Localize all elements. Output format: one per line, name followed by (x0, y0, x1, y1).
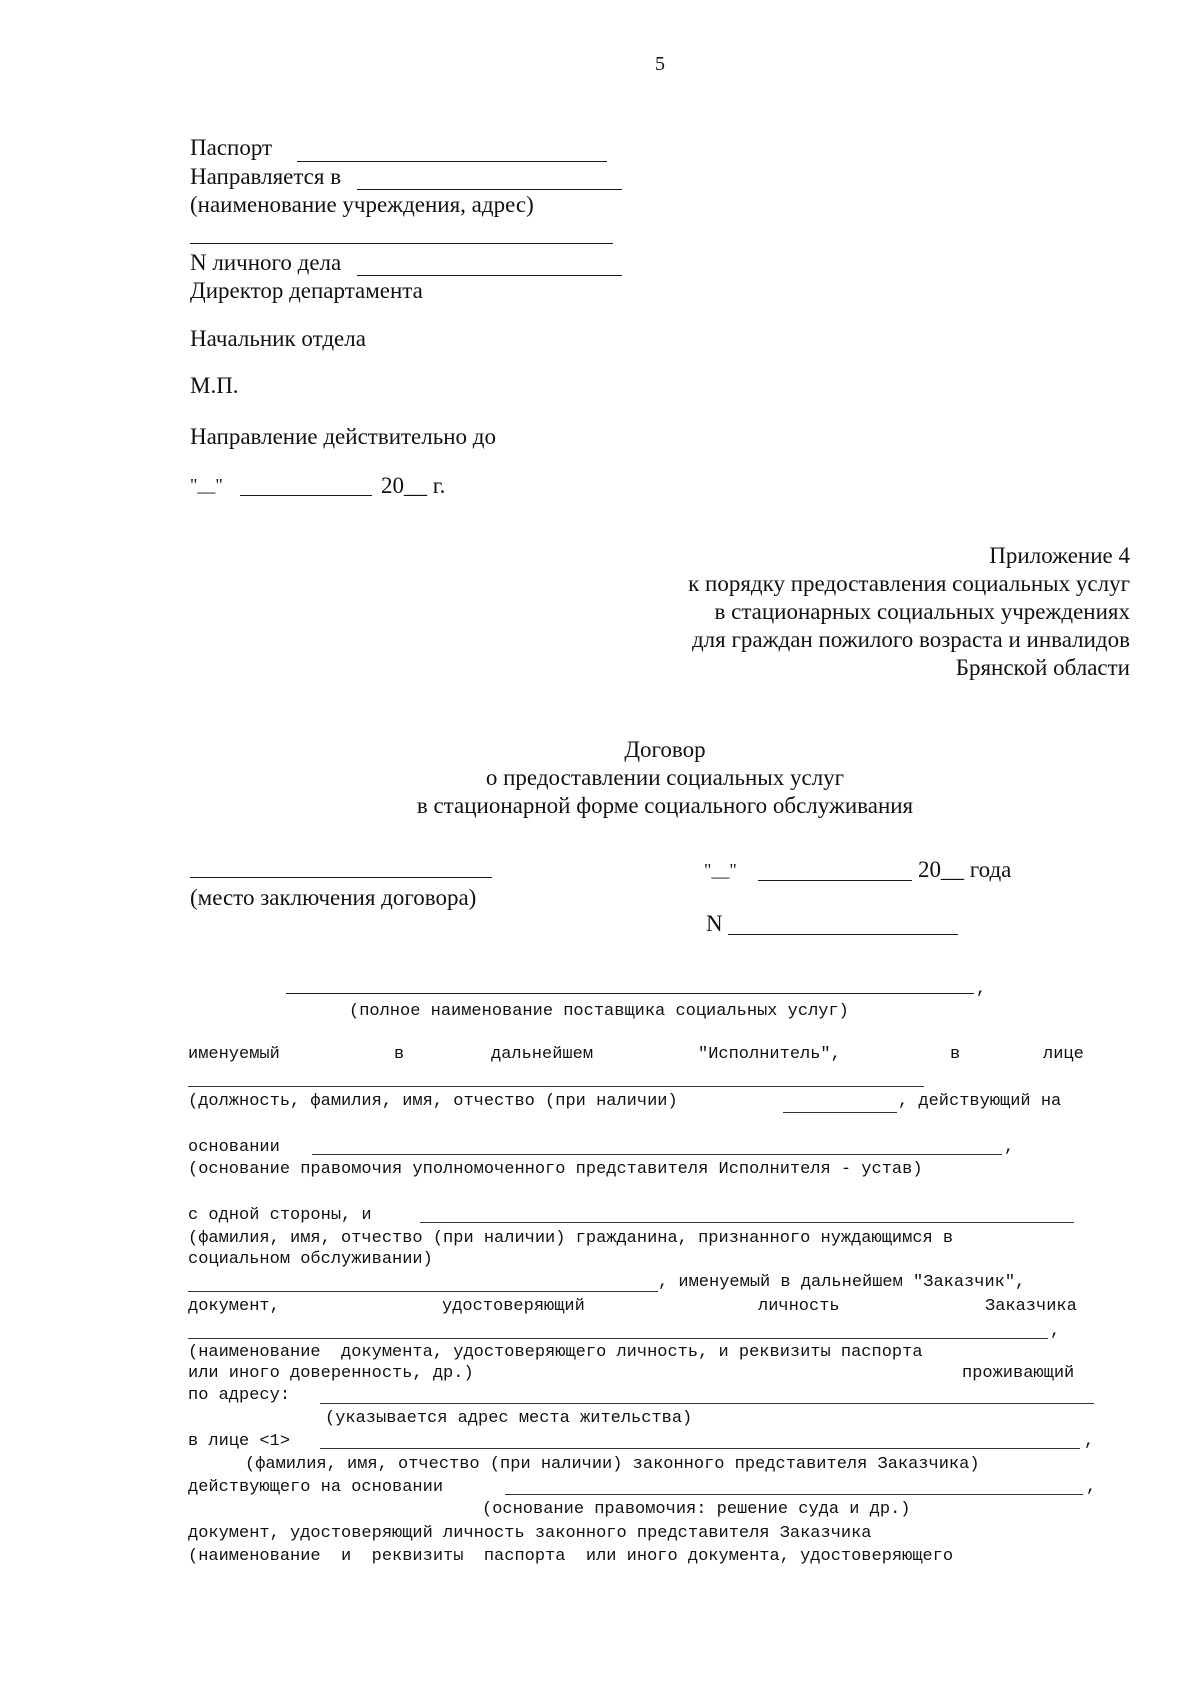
doc-hint-2: или иного доверенность, др.) (188, 1364, 474, 1383)
rep-doc-hint: (наименование и реквизиты паспорта или иного документа, удостоверяющего (188, 1547, 954, 1566)
citizen-hint-1: (фамилия, имя, отчество (при наличии) гражданина, признанного нуждающимся в (188, 1229, 954, 1248)
director-label: Директор департамента (190, 278, 423, 303)
provider-comma: , (976, 980, 987, 999)
legal-rep-comma: , (1084, 1432, 1095, 1451)
contract-place-field[interactable] (190, 877, 492, 878)
basis-hint: (основание правомочия уполномоченного представителя Исполнителя - устав) (188, 1160, 923, 1179)
case-number-field[interactable] (357, 275, 622, 276)
doc-word-1: документ, (188, 1297, 280, 1316)
named-word-2: в (394, 1045, 405, 1064)
named-word-4: "Исполнитель", (698, 1045, 841, 1064)
residing-label: проживающий (962, 1364, 1075, 1383)
customer-named-label: , именуемый в дальнейшем "Заказчик", (658, 1273, 1026, 1292)
appendix-line-1: к порядку предоставления социальных услуг (688, 571, 1130, 596)
contract-number-label: N (706, 911, 723, 936)
sent-to-field[interactable] (357, 189, 622, 190)
contract-title: Договор (624, 737, 706, 762)
appendix-line-3: для граждан пожилого возраста и инвалидов (691, 627, 1130, 652)
contract-subtitle-1: о предоставлении социальных услуг (485, 765, 845, 790)
head-label: Начальник отдела (190, 326, 366, 351)
contract-place-hint: (место заключения договора) (190, 885, 477, 910)
seal-label: М.П. (190, 373, 239, 398)
doc-word-2: удостоверяющий (442, 1297, 585, 1316)
citizen-name-cont-field[interactable] (188, 1291, 658, 1292)
legal-rep-hint: (фамилия, имя, отчество (при наличии) законного представителя Заказчика) (245, 1455, 980, 1474)
named-word-3: дальнейшем (491, 1045, 594, 1064)
citizen-name-field[interactable] (420, 1222, 1074, 1223)
doc-word-3: личность (758, 1297, 840, 1316)
address-field[interactable] (320, 1403, 1094, 1404)
named-word-5: в (950, 1045, 961, 1064)
contract-date-quotes: "__" (704, 860, 737, 880)
named-word-6: лице (1043, 1045, 1084, 1064)
appendix-title: Приложение 4 (989, 543, 1130, 568)
doc-hint-1: (наименование документа, удостоверяющего личность, и реквизиты паспорта (188, 1343, 923, 1362)
page-number: 5 (655, 53, 665, 75)
passport-field[interactable] (297, 161, 607, 162)
acting-basis-label: действующего на основании (188, 1478, 444, 1497)
doc-word-4: Заказчика (985, 1297, 1077, 1316)
contract-subtitle-2: в стационарной форме социального обслуживания (416, 793, 914, 818)
valid-date-quotes: "__" (190, 475, 223, 495)
valid-date-year: 20__ г. (381, 473, 446, 498)
authority-hint: (основание правомочия: решение суда и др.) (482, 1500, 911, 1519)
valid-date-month-field[interactable] (240, 495, 372, 496)
acting-basis-comma: , (1086, 1478, 1097, 1497)
acting-on-label: , действующий на (898, 1092, 1062, 1111)
named-word-1: именуемый (188, 1045, 280, 1064)
citizen-hint-2: социальном обслуживании) (188, 1250, 433, 1269)
provider-hint: (полное наименование поставщика социальных услуг) (349, 1002, 849, 1021)
contract-number-field[interactable] (728, 934, 958, 935)
basis-comma: , (1004, 1138, 1015, 1157)
contract-date-year: 20__ года (918, 857, 1012, 882)
appendix-line-2: в стационарных социальных учреждениях (714, 599, 1130, 624)
sent-to-label: Направляется в (190, 164, 342, 189)
position-hint: (должность, фамилия, имя, отчество (при наличии) (188, 1092, 678, 1111)
basis-label: основании (188, 1138, 280, 1157)
representative-position-field[interactable] (188, 1086, 924, 1087)
customer-doc-comma: , (1050, 1322, 1061, 1341)
customer-document-field[interactable] (188, 1338, 1048, 1339)
valid-until-label: Направление действительно до (190, 424, 496, 449)
appendix-line-4: Брянской области (955, 655, 1130, 680)
institution-hint: (наименование учреждения, адрес) (190, 192, 534, 217)
in-person-label: в лице <1> (188, 1432, 291, 1451)
acting-basis-field[interactable] (505, 1494, 1083, 1495)
institution-address-field[interactable] (190, 243, 613, 244)
position-extra-field[interactable] (783, 1112, 897, 1113)
passport-label: Паспорт (190, 135, 273, 160)
address-label: по адресу: (188, 1386, 291, 1405)
provider-name-field[interactable] (286, 993, 974, 994)
address-hint: (указывается адрес места жительства) (325, 1409, 693, 1428)
basis-field[interactable] (312, 1154, 1002, 1155)
one-side-label: с одной стороны, и (188, 1206, 372, 1225)
case-number-label: N личного дела (190, 250, 342, 275)
legal-rep-field[interactable] (320, 1448, 1080, 1449)
rep-doc-label: документ, удостоверяющий личность законного представителя Заказчика (188, 1524, 872, 1543)
contract-date-month-field[interactable] (758, 880, 912, 881)
